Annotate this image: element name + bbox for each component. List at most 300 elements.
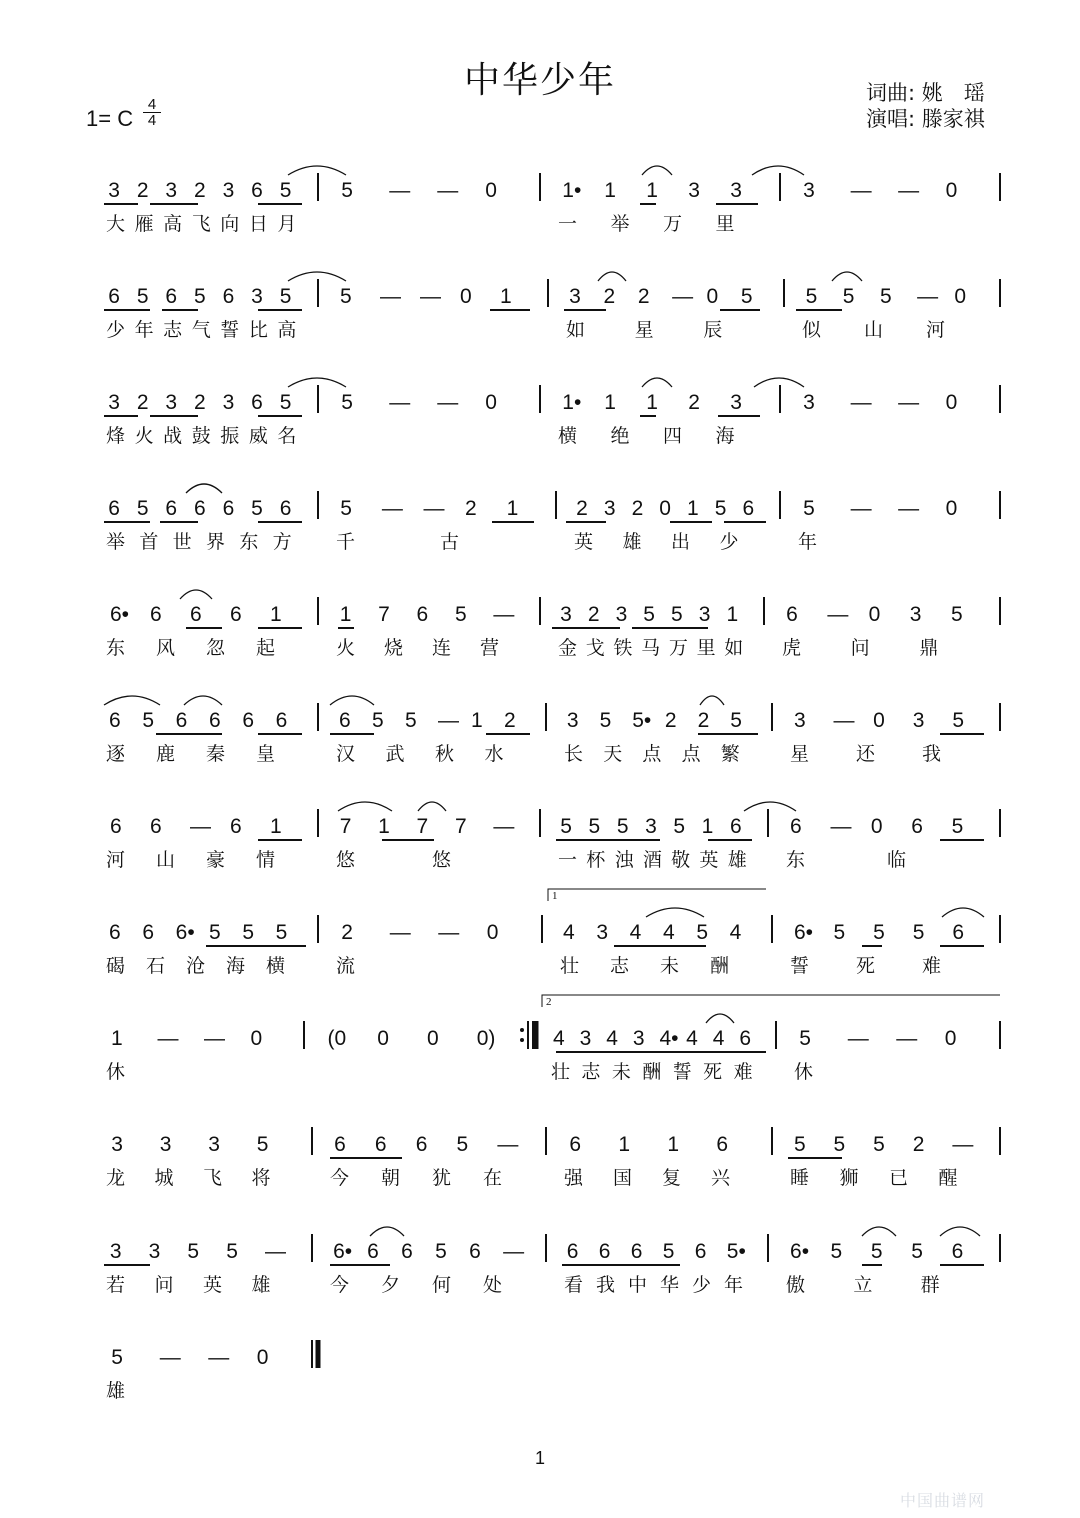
lyric-8-4-1: 誓: [790, 955, 810, 977]
lyric-5-3-3: 铁: [613, 637, 633, 659]
lyric-10-2-2: 朝: [381, 1167, 401, 1189]
lyric-6-3-2: 天: [603, 743, 623, 765]
lyric-11-3-3: 中: [628, 1274, 648, 1296]
lyric-11-3-1: 看: [564, 1274, 584, 1296]
note-8-2-4: 0: [486, 921, 499, 944]
note-9-3-1: 4: [552, 1027, 565, 1050]
lyric-11-3-2: 我: [596, 1274, 616, 1296]
lyric-10-1-2: 城: [154, 1167, 174, 1189]
lyric-10-4-4: 醒: [938, 1167, 958, 1189]
note-3-1-1: 3: [108, 391, 120, 414]
lyric-7-1-4: 情: [256, 849, 276, 871]
note-3-4-1: 3: [803, 391, 815, 414]
note-10-2-4: 5: [456, 1133, 469, 1156]
lyric-5-3-5: 万: [668, 637, 688, 659]
volta-bracket-1: [548, 889, 766, 901]
note-3-3-2: 1: [604, 391, 616, 414]
note-12-1-1: 5: [111, 1346, 123, 1369]
note-3-1-7: 5: [279, 391, 292, 414]
lyric-9-4-1: 休: [794, 1061, 814, 1083]
lyric-3-1-1: 烽: [106, 425, 126, 447]
note-2-1-3: 6: [165, 285, 178, 308]
note-4-3-2: 3: [603, 497, 616, 520]
lyric-4-3-2: 雄: [622, 531, 642, 553]
note-10-1-2: 3: [159, 1133, 172, 1156]
note-9-1-3: —: [203, 1027, 225, 1050]
note-10-2-2: 6: [374, 1133, 387, 1156]
note-2-4-2: 5: [842, 285, 855, 308]
lyric-9-1-1: 休: [106, 1061, 126, 1083]
note-8-1-1: 6: [109, 921, 121, 944]
note-5-1-4: 6: [230, 603, 242, 626]
note-6-3-2: 5: [599, 709, 612, 732]
lyric-1-3-3: 万: [663, 213, 683, 235]
lyric-8-1-4: 海: [226, 955, 246, 977]
lyric-11-1-2: 问: [154, 1274, 174, 1296]
note-2-2-4: 0: [460, 285, 472, 308]
note-6-4-3: 0: [873, 709, 885, 732]
repeat-dot-top: [520, 1028, 524, 1032]
lyric-10-2-3: 犹: [432, 1167, 452, 1189]
note-6-2-3: 5: [404, 709, 417, 732]
note-4-1-4: 6: [194, 497, 206, 520]
note-4-3-7: 6: [742, 497, 755, 520]
note-9-1-2: —: [157, 1027, 179, 1050]
note-7-1-3: —: [190, 815, 211, 838]
note-7-2-4: 7: [454, 815, 467, 838]
lyric-5-1-1: 东: [106, 637, 126, 659]
lyric-7-3-5: 敬: [671, 849, 691, 871]
note-11-3-5: 6: [694, 1240, 707, 1263]
lyric-11-3-6: 年: [724, 1274, 744, 1296]
lyric-8-2-1: 流: [336, 955, 356, 977]
note-7-1-2: 6: [150, 815, 162, 838]
lyric-10-2-1: 今: [330, 1167, 350, 1189]
note-4-4-2: —: [850, 497, 872, 520]
tie-8-2: [942, 908, 984, 917]
note-7-2-1: 7: [339, 815, 352, 838]
note-3-1-6: 6: [251, 391, 263, 414]
note-11-3-1: 6: [566, 1240, 579, 1263]
lyric-11-4-2: 立: [853, 1274, 873, 1296]
lyric-11-2-1: 今: [330, 1274, 350, 1296]
note-5-4-2: —: [827, 603, 849, 626]
lyric-8-1-2: 石: [146, 955, 166, 977]
note-8-2-3: —: [438, 921, 460, 944]
lyric-1-3-4: 里: [715, 213, 735, 235]
note-10-3-4: 6: [716, 1133, 729, 1156]
lyric-4-3-1: 英: [574, 531, 594, 553]
lyric-8-1-5: 横: [266, 955, 286, 977]
note-3-4-3: —: [898, 391, 920, 414]
lyric-1-1-1: 大: [106, 213, 126, 235]
note-12-1-2: —: [159, 1346, 181, 1369]
note-4-1-3: 6: [165, 497, 178, 520]
lyric-2-1-1: 少: [106, 319, 126, 341]
note-11-2-5: 6: [469, 1240, 481, 1263]
lyric-7-4-2: 临: [887, 849, 907, 871]
note-5-3-2: 2: [587, 603, 600, 626]
note-5-3-1: 3: [560, 603, 572, 626]
note-2-4-4: —: [917, 285, 939, 308]
note-3-2-1: 5: [341, 391, 353, 414]
note-12-1-3: —: [208, 1346, 230, 1369]
note-8-4-2: 5: [833, 921, 846, 944]
lyric-2-3-1: 如: [566, 319, 586, 341]
note-11-3-2: 6: [598, 1240, 611, 1263]
note-6-1-1: 6: [109, 709, 121, 732]
note-11-2-1: 6•: [333, 1240, 353, 1263]
lyric-2-1-4: 气: [191, 319, 211, 341]
tie-6-3: [330, 696, 374, 705]
note-2-4-1: 5: [805, 285, 818, 308]
note-6-2-2: 5: [371, 709, 384, 732]
tie-7-2: [418, 802, 446, 811]
note-2-3-4: —: [672, 285, 694, 308]
note-4-2-2: —: [381, 497, 403, 520]
lyric-9-3-5: 誓: [672, 1061, 692, 1083]
note-11-1-4: 5: [226, 1240, 238, 1263]
note-9-2-2: 0: [377, 1027, 389, 1050]
note-7-4-5: 5: [951, 815, 964, 838]
note-5-4-5: 5: [950, 603, 963, 626]
lyric-11-2-3: 何: [432, 1274, 452, 1296]
note-10-1-3: 3: [208, 1133, 220, 1156]
note-8-4-4: 5: [912, 921, 925, 944]
note-4-3-5: 1: [687, 497, 699, 520]
key-signature: 1= C: [86, 106, 134, 131]
note-6-3-5: 2: [697, 709, 710, 732]
lyric-7-3-2: 杯: [586, 849, 606, 871]
note-6-4-2: —: [833, 709, 855, 732]
lyric-1-1-3: 高: [163, 213, 183, 235]
lyric-3-3-3: 四: [663, 425, 683, 447]
lyric-6-2-3: 秋: [435, 743, 455, 765]
lyric-5-2-1: 火: [336, 637, 356, 659]
note-6-2-6: 2: [503, 709, 516, 732]
lyric-3-1-5: 振: [220, 425, 240, 447]
note-11-4-1: 6•: [790, 1240, 810, 1263]
note-6-1-5: 6: [242, 709, 255, 732]
page-number: 1: [534, 1448, 545, 1468]
note-7-2-2: 1: [378, 815, 390, 838]
note-4-1-5: 6: [222, 497, 235, 520]
note-10-4-2: 5: [833, 1133, 846, 1156]
note-3-1-4: 2: [194, 391, 206, 414]
note-1-1-3: 3: [165, 179, 178, 202]
note-7-2-5: —: [493, 815, 515, 838]
lyric-4-1-4: 界: [206, 531, 226, 553]
note-2-4-3: 5: [879, 285, 892, 308]
note-4-3-1: 2: [576, 497, 588, 520]
lyric-8-3-4: 酬: [710, 955, 730, 977]
note-3-2-2: —: [389, 391, 411, 414]
lyric-9-3-4: 酬: [642, 1061, 662, 1083]
lyric-5-3-1: 金: [558, 637, 578, 659]
note-7-2-3: 7: [416, 815, 429, 838]
lyric-9-3-3: 未: [611, 1061, 631, 1083]
note-11-4-3: 5: [870, 1240, 883, 1263]
tie-6-2: [184, 696, 222, 705]
note-9-3-3: 4: [606, 1027, 618, 1050]
note-3-4-2: —: [850, 391, 872, 414]
lyric-2-4-1: 似: [802, 319, 822, 341]
lyric-10-3-4: 兴: [711, 1167, 731, 1189]
lyric-4-1-1: 举: [106, 531, 126, 553]
note-1-4-2: —: [850, 179, 872, 202]
lyric-2-1-7: 高: [277, 319, 297, 341]
note-9-3-4: 3: [632, 1027, 645, 1050]
note-10-2-5: —: [497, 1133, 519, 1156]
note-3-3-4: 2: [688, 391, 700, 414]
note-10-4-5: —: [952, 1133, 974, 1156]
lyric-7-2-1: 悠: [336, 849, 356, 871]
tie-11-1: [370, 1227, 404, 1236]
note-10-2-1: 6: [334, 1133, 346, 1156]
note-8-4-1: 6•: [793, 921, 813, 944]
note-2-2-1: 5: [340, 285, 352, 308]
lyric-7-1-2: 山: [156, 849, 176, 871]
note-7-3-3: 5: [616, 815, 629, 838]
lyric-5-1-2: 风: [156, 637, 176, 659]
note-4-3-4: 0: [659, 497, 671, 520]
note-4-2-3: —: [423, 497, 445, 520]
volta-number-2: 2: [546, 996, 552, 1008]
lyric-11-3-4: 华: [660, 1274, 680, 1296]
note-9-2-1: (0: [327, 1027, 347, 1050]
note-3-2-3: —: [437, 391, 459, 414]
lyric-10-1-4: 将: [251, 1167, 271, 1189]
lyric-6-1-4: 皇: [256, 743, 276, 765]
lyric-4-3-3: 出: [671, 531, 691, 553]
note-6-1-2: 5: [142, 709, 155, 732]
note-2-1-5: 6: [222, 285, 235, 308]
note-6-1-6: 6: [275, 709, 288, 732]
note-1-3-4: 3: [688, 179, 700, 202]
note-5-2-1: 1: [339, 603, 352, 626]
lyric-5-4-1: 虎: [782, 637, 802, 659]
note-1-1-7: 5: [279, 179, 292, 202]
lyric-7-3-7: 雄: [727, 849, 747, 871]
lyric-10-3-1: 强: [564, 1167, 584, 1189]
lyric-6-4-1: 星: [790, 743, 810, 765]
tie-11-3: [940, 1227, 980, 1236]
note-7-1-1: 6: [110, 815, 122, 838]
note-6-3-1: 3: [566, 709, 579, 732]
note-5-1-2: 6: [150, 603, 162, 626]
lyric-11-4-1: 傲: [786, 1274, 806, 1296]
note-8-1-4: 5: [209, 921, 221, 944]
note-6-4-4: 3: [912, 709, 925, 732]
note-5-3-4: 5: [643, 603, 655, 626]
note-8-1-5: 5: [242, 921, 255, 944]
note-11-2-3: 6: [401, 1240, 413, 1263]
lyric-9-3-2: 志: [581, 1061, 601, 1083]
lyric-4-1-2: 首: [139, 531, 159, 553]
note-6-3-6: 5: [730, 709, 742, 732]
lyric-3-1-6: 威: [248, 425, 268, 447]
tie-9-1: [706, 1014, 734, 1023]
note-6-4-5: 5: [952, 709, 965, 732]
tie-7-3: [744, 802, 796, 811]
note-4-4-3: —: [898, 497, 920, 520]
note-1-1-4: 2: [194, 179, 206, 202]
lyric-5-3-7: 如: [724, 637, 744, 659]
repeat-dot-bottom: [520, 1038, 524, 1042]
lyric-10-4-2: 狮: [839, 1167, 859, 1189]
note-4-3-6: 5: [714, 497, 727, 520]
note-10-3-3: 1: [667, 1133, 680, 1156]
note-8-1-6: 5: [275, 921, 288, 944]
note-2-1-4: 5: [194, 285, 206, 308]
lyric-8-3-1: 壮: [560, 955, 580, 977]
lyric-1-1-6: 日: [248, 213, 268, 235]
watermark: 中国曲谱网: [900, 1491, 986, 1510]
lyric-6-3-5: 繁: [720, 743, 740, 765]
note-11-3-4: 5: [662, 1240, 675, 1263]
lyric-9-3-1: 壮: [551, 1061, 571, 1083]
note-1-1-2: 2: [136, 179, 149, 202]
note-5-2-2: 7: [378, 603, 390, 626]
note-3-3-1: 1•: [562, 391, 582, 414]
note-9-3-8: 6: [739, 1027, 752, 1050]
note-3-1-2: 2: [136, 391, 149, 414]
lyric-10-1-3: 飞: [203, 1167, 223, 1189]
note-11-1-1: 3: [109, 1240, 122, 1263]
lyric-2-1-5: 誓: [220, 319, 240, 341]
note-7-4-4: 6: [911, 815, 923, 838]
note-1-3-1: 1•: [562, 179, 582, 202]
note-11-4-2: 5: [830, 1240, 843, 1263]
note-1-1-5: 3: [222, 179, 235, 202]
note-8-3-4: 4: [663, 921, 675, 944]
lyric-5-1-4: 起: [256, 637, 276, 659]
note-11-2-2: 6: [367, 1240, 379, 1263]
note-9-3-5: 4•: [659, 1027, 679, 1050]
note-2-1-7: 5: [279, 285, 292, 308]
note-6-3-3: 5•: [632, 709, 652, 732]
note-11-3-6: 5•: [726, 1240, 746, 1263]
lyric-11-1-1: 若: [106, 1274, 126, 1296]
lyric-4-3-4: 少: [719, 531, 739, 553]
lyric-5-2-2: 烧: [384, 637, 404, 659]
note-2-1-1: 6: [108, 285, 120, 308]
note-2-1-6: 3: [251, 285, 263, 308]
note-3-2-4: 0: [485, 391, 497, 414]
lyric-3-1-7: 名: [277, 425, 297, 447]
note-7-1-4: 6: [230, 815, 242, 838]
lyric-4-1-6: 方: [272, 531, 292, 553]
note-4-2-4: 2: [465, 497, 477, 520]
time-signature-denominator: 4: [147, 112, 157, 129]
note-5-3-7: 1: [726, 603, 739, 626]
note-8-3-3: 4: [629, 921, 642, 944]
note-11-1-5: —: [265, 1240, 287, 1263]
note-2-2-3: —: [420, 285, 441, 308]
lyric-11-1-4: 雄: [251, 1274, 271, 1296]
note-10-1-4: 5: [256, 1133, 269, 1156]
note-1-3-3: 1: [646, 179, 658, 202]
lyric-6-2-4: 水: [484, 743, 504, 765]
note-7-3-6: 1: [701, 815, 714, 838]
note-4-1-2: 5: [136, 497, 149, 520]
note-4-1-7: 6: [279, 497, 292, 520]
note-6-2-4: —: [437, 709, 459, 732]
note-2-3-5: 0: [706, 285, 719, 308]
note-8-3-2: 3: [596, 921, 609, 944]
note-7-1-5: 1: [270, 815, 282, 838]
lyric-5-4-2: 问: [850, 637, 870, 659]
note-10-1-1: 3: [111, 1133, 123, 1156]
note-3-3-5: 3: [730, 391, 742, 414]
lyric-4-2-2: 古: [440, 531, 460, 553]
lyric-10-4-3: 已: [889, 1167, 909, 1189]
lyric-3-3-2: 绝: [610, 425, 630, 447]
lyric-6-2-1: 汉: [336, 743, 356, 765]
lyric-3-1-3: 战: [163, 425, 183, 447]
note-8-1-3: 6•: [175, 921, 195, 944]
lyric-8-4-2: 死: [856, 955, 876, 977]
note-8-4-3: 5: [873, 921, 885, 944]
tie-2-2: [598, 272, 626, 281]
lyric-1-3-2: 举: [610, 213, 630, 235]
lyric-4-4-1: 年: [798, 531, 818, 553]
note-10-4-1: 5: [793, 1133, 806, 1156]
note-5-4-1: 6: [786, 603, 798, 626]
lyric-10-4-1: 睡: [790, 1167, 810, 1189]
lyric-2-3-2: 星: [634, 319, 654, 341]
composer-credit: 词曲: 姚 瑶: [866, 81, 985, 105]
note-11-3-3: 6: [630, 1240, 643, 1263]
note-10-3-2: 1: [618, 1133, 631, 1156]
note-7-3-7: 6: [729, 815, 742, 838]
note-8-2-2: —: [389, 921, 411, 944]
tie-6-4: [700, 696, 724, 705]
note-1-3-2: 1: [604, 179, 616, 202]
note-6-3-4: 2: [664, 709, 677, 732]
note-1-4-3: —: [898, 179, 920, 202]
note-1-2-3: —: [437, 179, 459, 202]
note-1-1-6: 6: [251, 179, 263, 202]
tie-6-1: [104, 696, 160, 705]
note-9-4-3: —: [896, 1027, 918, 1050]
note-2-3-1: 3: [569, 285, 581, 308]
tie-1-3: [752, 166, 804, 175]
note-11-4-4: 5: [911, 1240, 923, 1263]
lyric-10-3-3: 复: [662, 1167, 682, 1189]
note-7-3-1: 5: [560, 815, 572, 838]
note-5-3-6: 3: [698, 603, 711, 626]
note-6-1-3: 6: [175, 709, 188, 732]
lyric-11-2-4: 处: [483, 1274, 503, 1296]
tie-4-1: [186, 484, 222, 493]
note-12-1-4: 0: [256, 1346, 269, 1369]
note-1-4-1: 3: [803, 179, 815, 202]
note-1-4-4: 0: [945, 179, 958, 202]
note-2-3-3: 2: [637, 285, 650, 308]
lyric-6-4-3: 我: [922, 743, 942, 765]
note-5-1-5: 1: [270, 603, 282, 626]
note-3-1-5: 3: [222, 391, 235, 414]
lyric-7-3-6: 英: [699, 849, 719, 871]
note-6-1-4: 6: [209, 709, 221, 732]
lyric-5-2-3: 连: [432, 637, 452, 659]
note-8-3-1: 4: [563, 921, 575, 944]
note-5-3-3: 3: [615, 603, 628, 626]
lyric-8-3-3: 未: [660, 955, 680, 977]
note-11-1-2: 3: [148, 1240, 161, 1263]
lyric-6-2-2: 武: [385, 743, 405, 765]
